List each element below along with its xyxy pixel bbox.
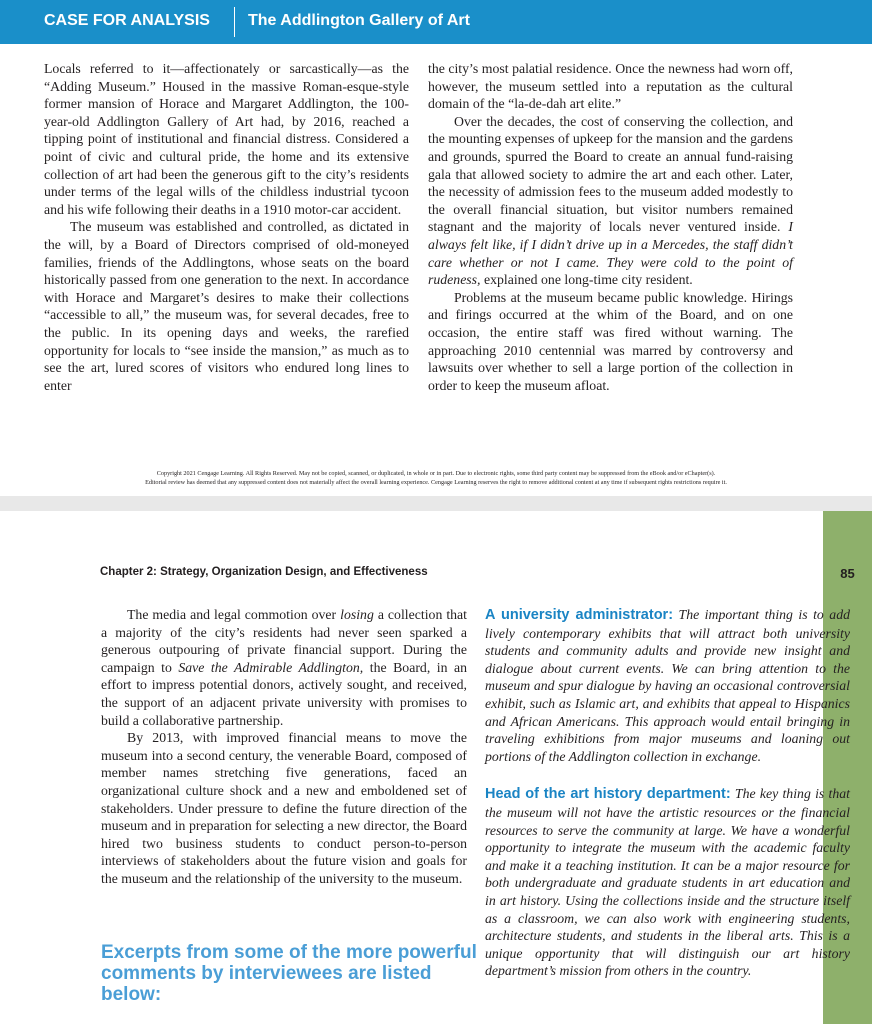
paragraph-text: The media and legal commotion over xyxy=(127,607,341,622)
campaign-name: Save the Admirable Addlington, xyxy=(178,659,364,675)
copyright-line: Copyright 2021 Cengage Learning. All Rights Reserved. May not be copied, scanned, or duplicated, in whole or in part. Due to electronic rights, some third party content may be suppressed from the eBook and/or eChapter(s). xyxy=(156,470,716,477)
page1-column-right xyxy=(428,60,793,394)
case-label: CASE FOR ANALYSIS xyxy=(44,12,210,29)
page-number: 85 xyxy=(823,563,872,585)
paragraph: Problems at the museum became public knowledge. Hirings and firings occurred at the whim of the Board, and on one occasion, the entire staff was fired without warning. The approaching 2010 centennial was marred by controversy and lawsuits over whether to sell a large portion of the collection in order to keep the museum afloat. xyxy=(428,289,793,393)
paragraph xyxy=(101,606,467,729)
paragraph: The museum was established and controlled, as dictated in the will, by a Board of Directors comprised of old-moneyed families, friends of the Addlingtons, whose seats on the board historically passed from one generation to the next. In accordance with Horace and Margaret’s desires to make their collections “accessible to all,” the museum was, for several decades, free to the public. In its opening days and weeks, the rarefied opportunity for locals to “see inside the mansion,” as much as to see the art, lured scores of visitors who endured long lines to enter xyxy=(44,219,409,393)
paragraph-text: a collection that a majority of the city’s residents had never seen sparked a generous outpouring of private financial support. During the campaign to xyxy=(101,607,468,675)
paragraph-text: the Board, in an effort to impress potential donors, actively sought, and received, the support of an adjacent private university with promises to build a collaborative partnership. xyxy=(101,659,468,728)
paragraph: Locals referred to it—affectionately or sarcastically—as the “Adding Museum.” Housed in the massive Roman-esque-style former mansion of Horace and Margaret Addlington, the 100-year-old Addlington Gallery of Art had, by 2016, reached a tipping point of institutional and financial distress. Considered a point of civic and cultural pride, the home and its extensive collection of art had been the generous gift to the city’s residents under terms of the legal wills of the childless industrial tycoon and his wife following their deaths in a 1910 motor-car accident. xyxy=(44,61,409,217)
copyright-line: Editorial review has deemed that any suppressed content does not materially affect the overall learning experience. Cengage Learning reserves the right to remove additional content at any time if subsequent rights restrictions require it. xyxy=(145,479,727,486)
chapter-header: Chapter 2: Strategy, Organization Design, and Effectiveness xyxy=(100,566,428,578)
speaker-label: A university administrator: xyxy=(485,607,674,623)
interview-comment xyxy=(485,785,850,980)
emphasis: losing xyxy=(340,607,374,622)
case-banner xyxy=(0,0,872,44)
comment-text: The important thing is to add lively contemporary exhibits that will attract both university students and community adults and provide new insight and dialogue about current events. We can bring attention to the museum and spur dialogue by having an occasional controversial exhibit, such as Islamic art, and exhibits that appeal to Hispanics and African Americans. This approach would entail bringing in traveling exhibitions from major museums and loaning out portions of the Addlington collection in exchange. xyxy=(485,607,851,764)
comment-text: The key thing is that the museum will not have the artistic resources or the financial resources to serve the community at large. We have a wonderful opportunity to integrate the museum with the academic faculty and make it a teaching institution. It can be a major resource for both undergraduate and graduate students in art education and in art history. Using the collections inside and the structure itself as a classroom, we can also work with engineering students, architecture students, and students in the liberal arts. This is a unique opportunity that will distinguish our art history department’s mission from others in the country. xyxy=(485,786,850,979)
paragraph xyxy=(428,113,793,289)
interview-comment xyxy=(485,606,850,765)
case-title: The Addlington Gallery of Art xyxy=(248,12,470,29)
paragraph-text: explained one long-time city resident. xyxy=(483,272,693,288)
copyright-notice xyxy=(44,469,828,487)
page-gap xyxy=(0,496,872,511)
banner-divider xyxy=(234,7,235,37)
paragraph: By 2013, with improved financial means to move the museum into a second century, the venerable Board, composed of member names stretching five generations, faced an organizational culture shock and a new and emboldened set of stakeholders. Under pressure to define the future direction of the museum and in preparation for selecting a new director, the Board hired two business students to conduct person-to-person interviews of stakeholders about the future vision and goals for the museum and the relationship of the university to the museum. xyxy=(101,730,467,886)
page2-column-right xyxy=(485,606,850,980)
page1-column-left xyxy=(44,60,409,394)
page2-column-left xyxy=(101,606,467,888)
paragraph-text: Over the decades, the cost of conserving the collection, and the mounting expenses of upkeep for the mansion and the gardens and grounds, spurred the Board to create an annual fund-raising gala that allowed society to admire the art and each other. Later, the necessity of admission fees to the museum added modestly to the overall financial situation, but visitor numbers remained stagnant and the majority of locals never ventured inside. xyxy=(428,113,793,235)
speaker-label: Head of the art history department: xyxy=(485,786,731,803)
paragraph: the city’s most palatial residence. Once the newness had worn off, however, the museum settled into a reputation as the cultural domain of the “la-de-dah art elite.” xyxy=(428,61,793,112)
resident-quote: I always felt like, if I didn’t drive up in a Mercedes, the staff didn’t care whether or not I came. They were cold to the point of rudeness, xyxy=(428,219,793,288)
excerpts-heading: Excerpts from some of the more powerful comments by interviewees are listed below: xyxy=(101,942,477,1005)
